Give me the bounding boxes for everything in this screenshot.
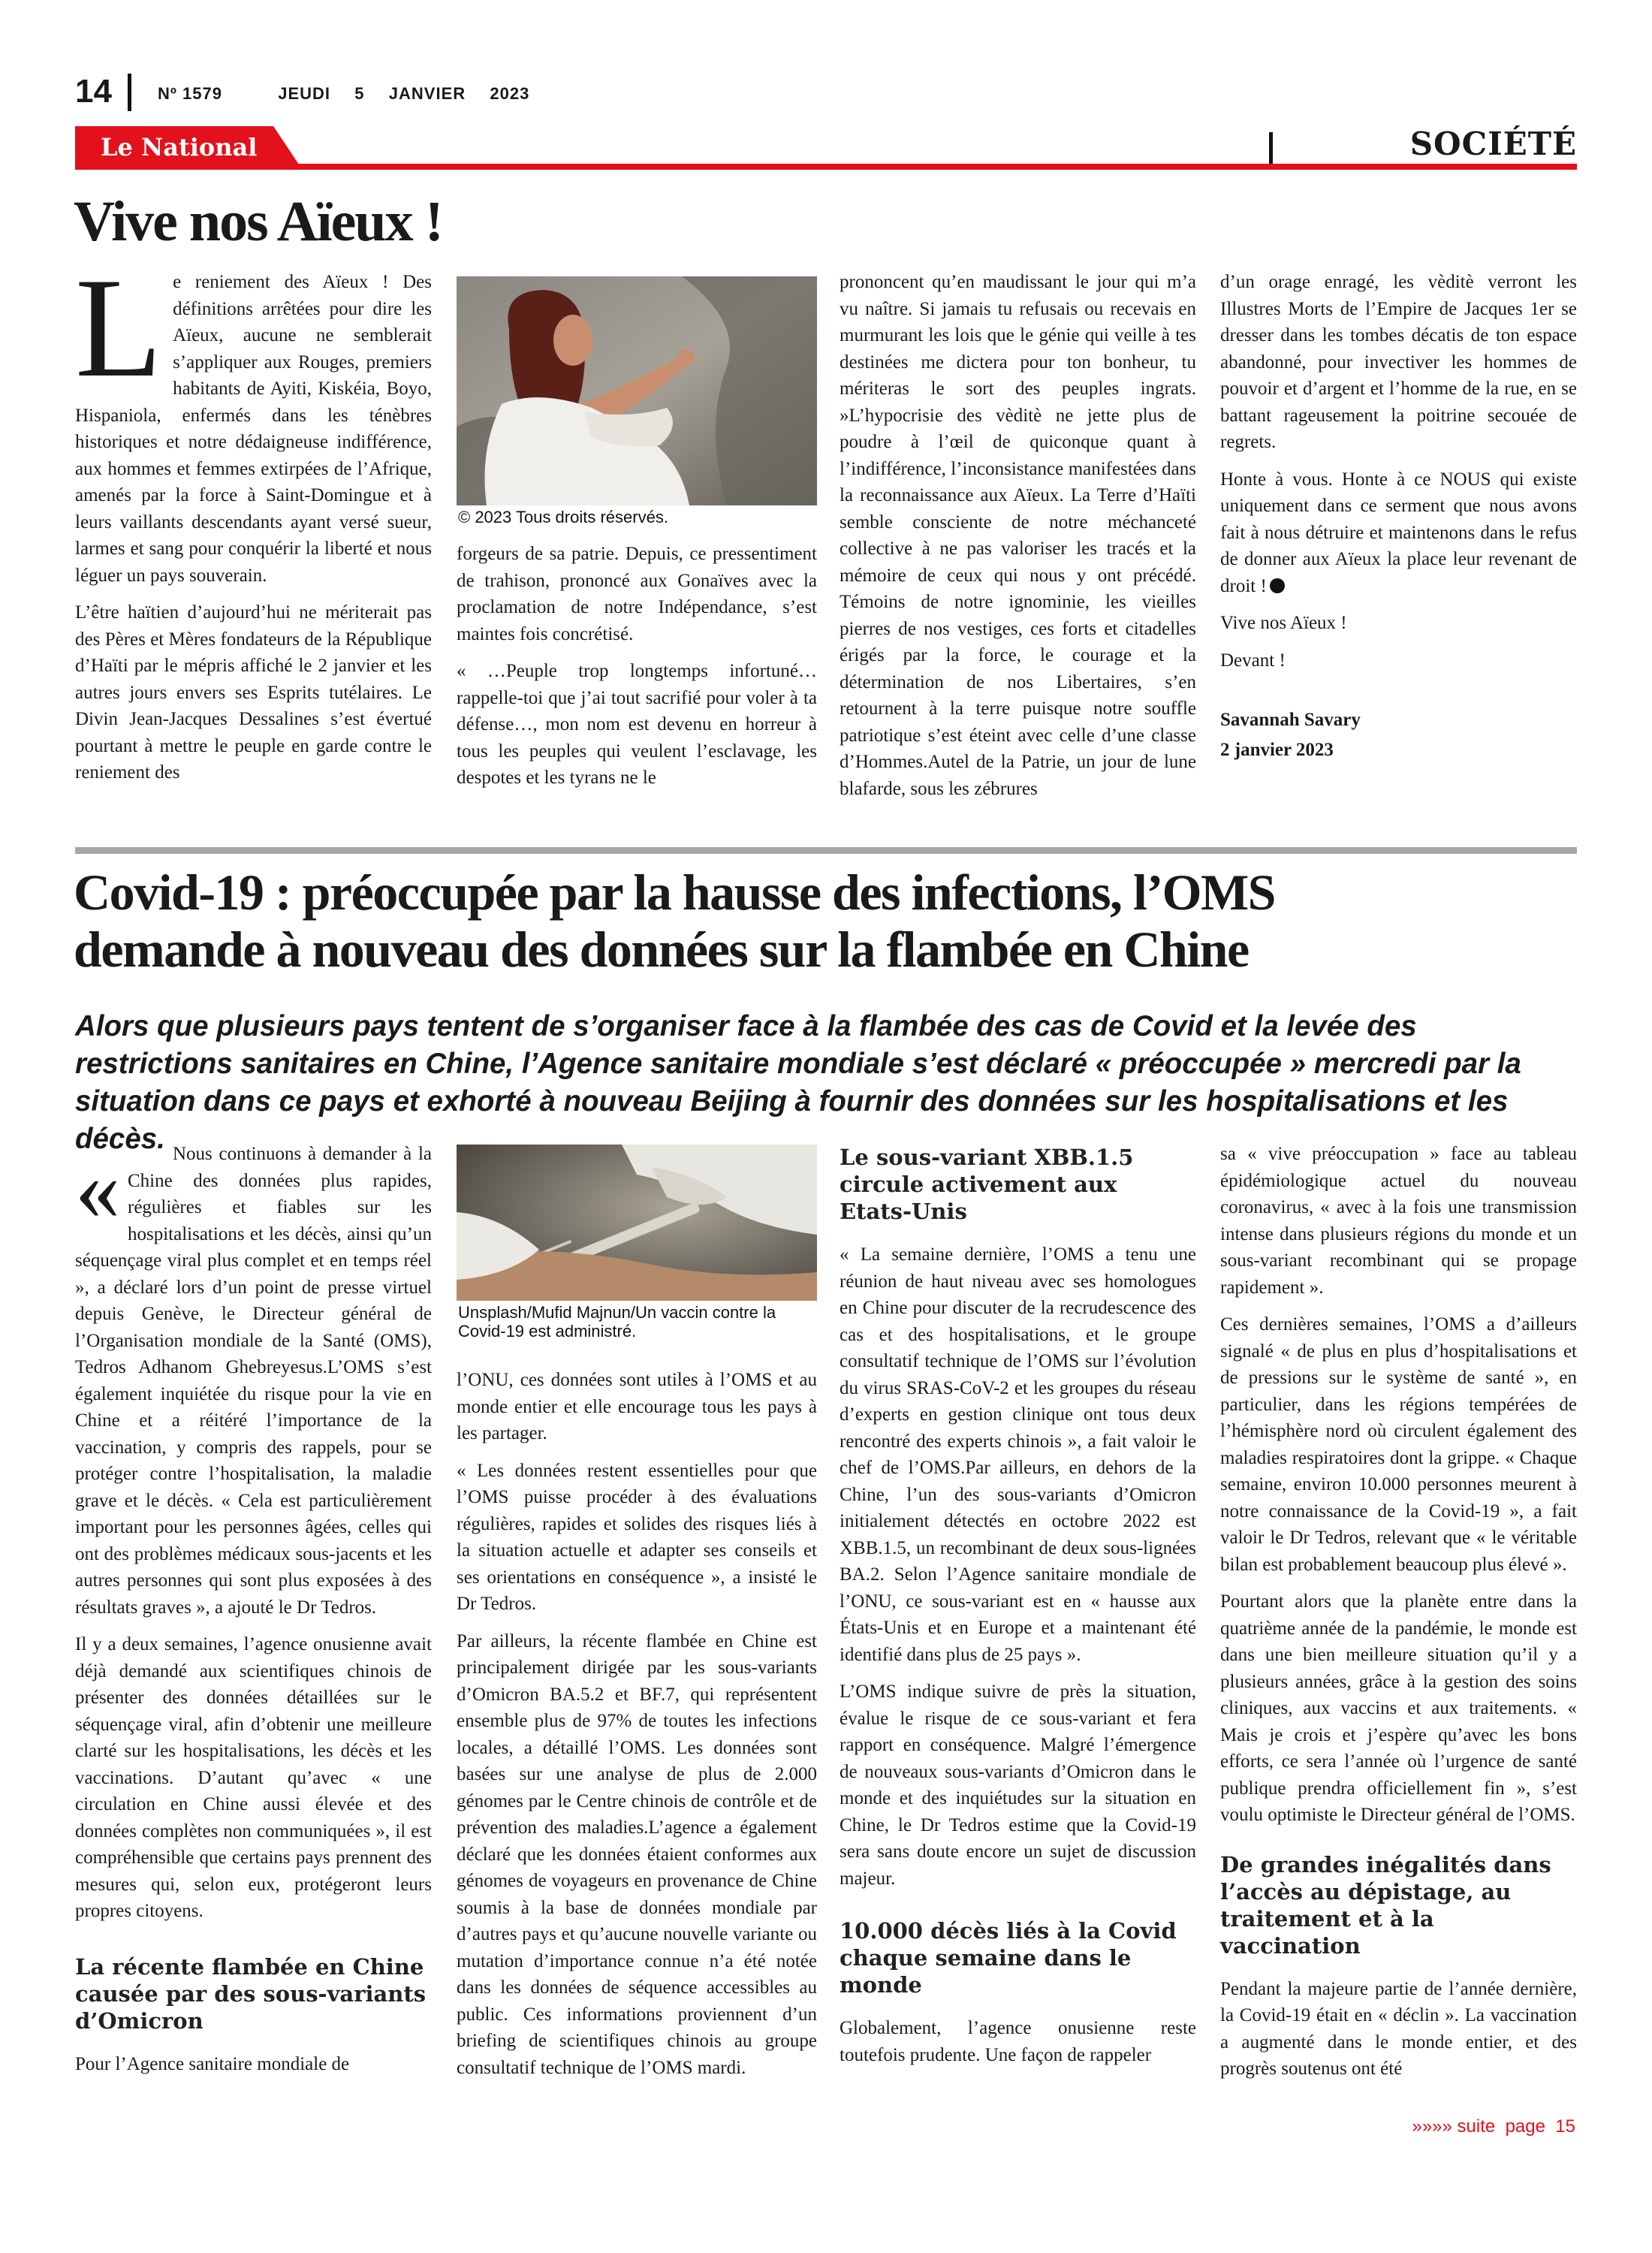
article2-paragraph: Pourtant alors que la planète entre dans la quatrième année de la pandémie, le monde est dans une bien meilleure situation qu’il y a plusieurs années, grâce à la gestion des soins cliniques, aux vaccins et aux traitements. « Mais je crois et j’espère qu’avec les bons efforts, ce sera l’année où l’urgence de santé publique prendra officiellement fin », s’est voulu optimiste le Directeur général de l’OMS.	[1220, 1591, 1577, 1825]
article2-paragraph: Ces dernières semaines, l’OMS a d’ailleurs signalé « de plus en plus d’hospitalisations et de pressions sur le système de santé », en particulier, dans les régions tempérées de l’hémisphère nord où circulent également des maladies respiratoires dont la grippe. « Chaque semaine, environ 10.000 personnes meurent à notre connaissance de la Covid-19 », a fait valoir le Dr Tedros, relevant que « le véritable bilan est probablement beaucoup plus élevé ».	[1220, 1314, 1577, 1575]
brand-logo: Le National	[101, 133, 258, 161]
article2-subheading: La récente flambée en Chine causée par des sous-variants d’Omicron	[75, 1953, 427, 2034]
article2-lead: Alors que plusieurs pays tentent de s’organiser face à la flambée des cas de Covid et la levée des restrictions sanitaires en Chine, l’Agence sanitaire mondiale s’est déclaré « préoccupée » mercredi par la situation dans ce pays et exhorté à nouveau Beijing à fournir des données sur les hospitalisations et les décès.	[75, 1010, 1521, 1155]
article1-paragraph: prononcent qu’en maudissant le jour qui m’a vu naître. Si jamais tu refusais ou recevais en murmurant les lois que le génie qui veille à tes destinées me dictera pour ton bonheur, tu mériteras le sort des peuples ingrats. »L’hypocrisie des vèditè ne jette plus de poudre à l’œil de quiconque quant à l’indifférence, l’inconsistance manifestées dans la reconnaissance aux Aïeux. La Terre d’Haïti semble consciente de notre méchanceté collective à ne pas valoriser les tracés et la mémoire de ceux qui nous y ont précédé. Témoins de notre ignominie, les vieilles pierres de nos vestiges, ces forts et citadelles érigés par la force, le courage et la détermination de nos Libertaires, s’en retournent à la terre puisque notre souffle patriotique s’est éteint avec celle d’une classe d’Hommes.Autel de la Patrie, un jour de lune blafarde, sous les zébrures	[840, 272, 1196, 799]
vaccine-injection-image	[457, 1145, 817, 1301]
article2-paragraph: L’OMS indique suivre de près la situation, évalue le risque de ce sous-variant et fera rapport en conséquence. Malgré l’émergence de nouveaux sous-variants d’Omicron dans le monde et des inquiétudes sur la situation en Chine, le Dr Tedros estime que la Covid-19 sera sans doute encore un sujet de discussion majeur.	[840, 1681, 1196, 1889]
article2-subheading: De grandes inégalités dans l’accès au dépistage, au traitement et à la vaccination	[1220, 1851, 1551, 1959]
article1-paragraph	[1220, 466, 1577, 600]
article2-column-2	[457, 1367, 817, 2092]
issue-info	[158, 84, 529, 104]
article1-paragraph: e reniement des Aïeux ! Des définitions arrêtées pour dire les Aïeux, aucune ne semblerait s’appliquer aux Rouges, premiers habitants de Ayiti, Kiskéia, Boyo, Hispaniola, enfermés dans les ténèbres historiques et notre dédaigneuse indifférence, aux hommes et femmes extirpées de l’Afrique, amenés par la force à Saint-Domingue et à leurs vaillants descendants ayant versé sueur, larmes et sang pour conquérir la liberté et nous léguer un pays souverain.	[75, 272, 432, 586]
article1-paragraph: Devant !	[1220, 650, 1286, 671]
article2-paragraph: Il y a deux semaines, l’agence onusienne avait déjà demandé aux scientifiques chinois de présenter des données détaillées sur le séquençage viral, afin d’obtenir une meilleure clarté sur les hospitalisations, les décès et les vaccinations. D’autant qu’avec « une circulation en Chine aussi élevée et des données complètes non communiquées », il est compréhensible que certains pays prennent des mesures qui, selon eux, protégeront leurs propres citoyens.	[75, 1634, 432, 1921]
article2-title	[74, 864, 1583, 978]
article2-column-4	[1220, 1141, 1577, 2093]
article1-paragraph: d’un orage enragé, les vèditè verront les Illustres Morts de l’Empire de Jacques 1er se dresser dans les tombes décatis de ton espace abandonné, pour invectiver les hommes de pouvoir et d’argent et l’homme de la rue, en se battant rageusement la poitrine secouée de regrets.	[1220, 272, 1577, 452]
issue-date-day: 5	[354, 84, 365, 103]
article2-photo-caption: Unsplash/Mufid Majnun/Un vaccin contre la Covid-19 est administré.	[458, 1303, 776, 1341]
article1-title: Vive nos Aïeux !	[74, 190, 442, 253]
article1-paragraph-text: Honte à vous. Honte à ce NOUS qui existe uniquement dans ce serment que nous avons fait à nous détruire et maintenons dans le refus de donner aux Aïeux la place leur revenant de droit !	[1220, 469, 1577, 596]
issue-number: Nº 1579	[158, 84, 222, 103]
article1-author: Savannah Savary	[1220, 710, 1361, 730]
article2-paragraph: « Les données restent essentielles pour que l’OMS puisse procéder à des évaluations régulières, rapides et solides des risques liés à la situation actuelle et adapter ses conseils et ses orientations en conséquence », a insisté le Dr Tedros.	[457, 1460, 817, 1614]
page-number-divider	[128, 74, 131, 111]
article2-paragraph: « La semaine dernière, l’OMS a tenu une réunion de haut niveau avec ses homologues en Chine pour discuter de la recrudescence des cas et des hospitalisations, et le groupe consultatif technique de l’OMS sur l’évolution du virus SRAS-CoV-2 et les groupes du réseau d’experts en gestion clinique ont tous deux rencontré des experts chinois », a fait valoir le chef de l’OMS.Par ailleurs, en dehors de la Chine, l’un des sous-variants d’Omicron initialement détectés en octobre 2022 est XBB.1.5, un recombinant de deux sous-lignées BA.2. Selon l’Agence sanitaire mondiale de l’ONU, ce sous-variant est en « hausse aux États-Unis et en Europe et a maintenant été identifié dans plus de 25 pays ».	[840, 1244, 1196, 1665]
opening-quote-mark: «	[75, 1139, 120, 1238]
continued-link[interactable]: »»»» suite page 15	[1412, 2116, 1575, 2137]
end-mark-icon	[1270, 578, 1285, 593]
section-divider	[1269, 132, 1273, 164]
issue-day: JEUDI	[278, 84, 331, 103]
article2-subheading: Le sous-variant XBB.1.5 circule activement aux Etats-Unis	[840, 1145, 1134, 1224]
article1-column-1	[75, 249, 432, 797]
article2-subheading: 10.000 décès liés à la Covid chaque semaine dans le monde	[840, 1918, 1177, 1998]
article2-paragraph: Globalement, l’agence onusienne reste toutefois prudente. Une façon de rappeler	[840, 2018, 1196, 2065]
article2-title-line2: demande à nouveau des données sur la flambée en Chine	[74, 921, 1249, 978]
article1-paragraph: Vive nos Aïeux !	[1220, 613, 1347, 633]
article1-paragraph: « …Peuple trop longtemps infortuné… rappelle-toi que j’ai tout sacrifié pour voler à ta défense…, mon nom est devenu en horreur à tous les peuples qui veulent l’esclavage, les despotes et les tyrans ne le	[457, 661, 817, 788]
article2-paragraph: Par ailleurs, la récente flambée en Chine est principalement dirigée par les sous-variants d’Omicron BA.5.2 et BF.7, qui représentent ensemble plus de 97% de toutes les infections locales, a détaillé l’OMS. Les données sont basées sur une analyse de plus de 2.000 génomes par le Centre chinois de contrôle et de prévention des maladies.L’agence a également déclaré que les données étaient conformes aux génomes de voyageurs en provenance de Chine soumis à la base de données mondiale par d’autres pays et qu’aucune nouvelle variante ou mutation d’importance connue n’a été notée dans les données de séquence accessibles au public. Ces informations proviennent d’un briefing de scientifiques chinois au groupe consultatif technique de l’OMS mardi.	[457, 1630, 817, 2078]
article1-photo-caption: © 2023 Tous droits réservés.	[458, 508, 668, 526]
dropcap: L	[75, 249, 163, 407]
article1-column-3	[840, 269, 1196, 813]
article1-paragraph: forgeurs de sa patrie. Depuis, ce pressentiment de trahison, prononcé aux Gonaïves avec la proclamation de notre Indépendance, s’est maintes fois concrétisé.	[457, 544, 817, 644]
woman-in-white-dress-image	[457, 276, 817, 505]
article1-paragraph: L’être haïtien d’aujourd’hui ne mériterait pas des Pères et Mères fondateurs de la République d’Haïti par le mépris affiché le 2 janvier et les autres jours envers ses Esprits tutélaires. Le Divin Jean-Jacques Dessalines s’est évertué pourtant à mettre le peuple en garde contre le reniement des	[75, 602, 432, 783]
issue-month: JANVIER	[388, 84, 466, 103]
article2-paragraph: Pour l’Agence sanitaire mondiale de	[75, 2053, 350, 2074]
article2-column-1	[75, 1141, 432, 2088]
section-label: SOCIÉTÉ	[1409, 125, 1577, 162]
article2-paragraph: Nous continuons à demander à la Chine des données plus rapides, régulières et fiables sur les hospitalisations et les décès, ainsi qu’un séquençage viral plus complet et en temps réel », a déclaré lors d’un point de presse virtuel depuis Genève, le Directeur général de l’Organisation mondiale de la Santé (OMS), Tedros Adhanom Ghebreyesus.L’OMS s’est également inquiétée du risque pour la vie en Chine et a réitéré l’importance de la vaccination, y compris des rappels, pour se protéger contre l’hospitalisation, la maladie grave et le décès. « Cela est particulièrement important pour les personnes âgées, celles qui ont des problèmes médicaux sous-jacents et les autres personnes qui sont plus exposées à des résultats graves », a ajouté le Dr Tedros.	[75, 1144, 432, 1618]
page-number: 14	[75, 73, 112, 110]
article1-column-2	[457, 541, 817, 802]
article2-paragraph: Pendant la majeure partie de l’année dernière, la Covid-19 était en « déclin ». La vaccination a augmenté dans le monde entier, et des progrès soutenus ont été	[1220, 1978, 1577, 2079]
header-rule	[75, 164, 1577, 170]
article2-photo	[457, 1145, 817, 1301]
article2-title-line1: Covid-19 : préoccupée par la hausse des infections, l’OMS	[74, 864, 1275, 921]
article2-column-3	[840, 1138, 1196, 2079]
article-separator	[75, 847, 1577, 854]
article1-column-4	[1220, 269, 1577, 774]
article1-date: 2 janvier 2023	[1220, 739, 1334, 760]
article2-paragraph: sa « vive préoccupation » face au tableau épidémiologique actuel du nouveau coronavirus, « avec à la fois une transmission intense dans plusieurs régions du monde et un sous-variant recombinant qui se propage rapidement ».	[1220, 1144, 1577, 1298]
issue-year: 2023	[490, 84, 530, 103]
article2-paragraph: l’ONU, ces données sont utiles à l’OMS et au monde entier et elle encourage tous les pays à les partager.	[457, 1370, 817, 1443]
article1-photo	[457, 276, 817, 505]
